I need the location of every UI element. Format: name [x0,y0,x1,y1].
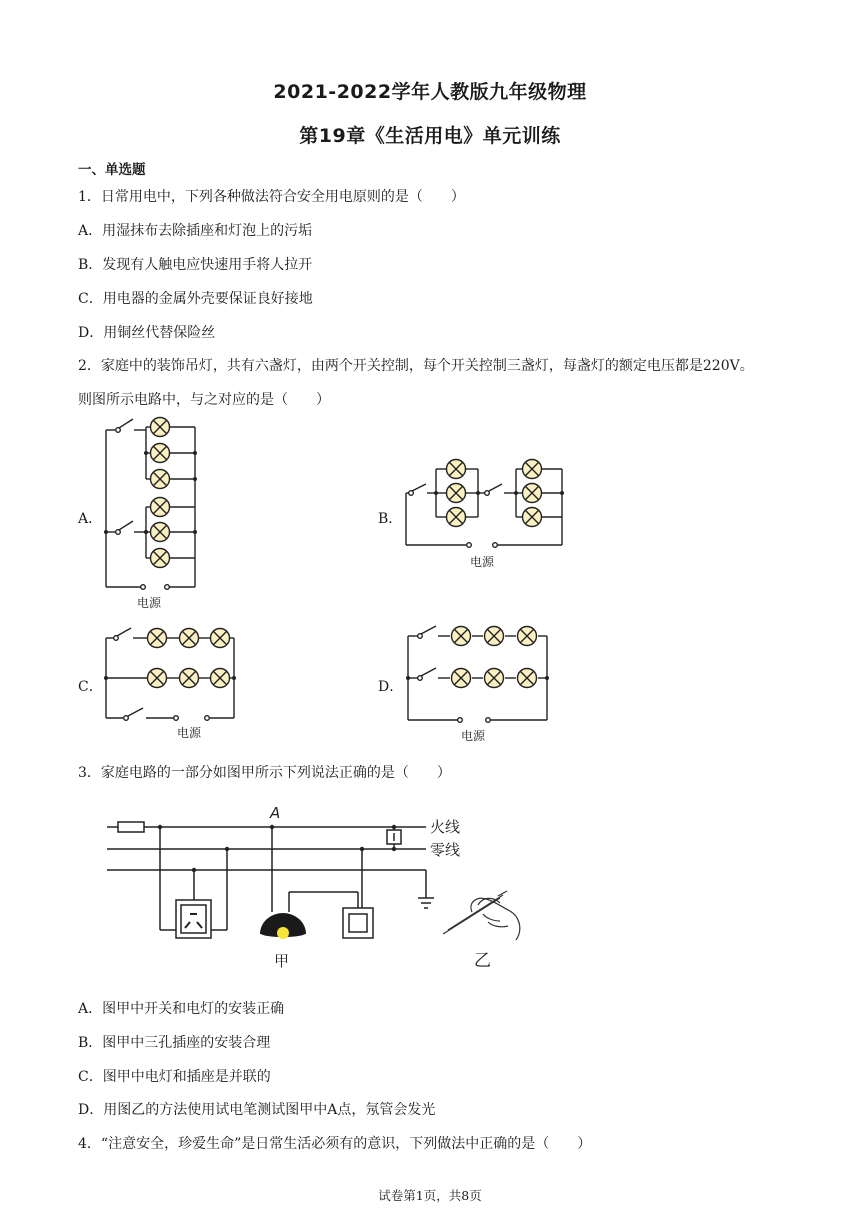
point-a-label: A [270,804,281,822]
circuit-b-power-label: 电源 [470,555,495,569]
q1-option-c: C．用电器的金属外壳要保证良好接地 [78,291,313,307]
q2-stem-line2: 则图所示电路中，与之对应的是（ ） [78,392,330,408]
figure-yi-caption: 乙 [474,951,491,971]
q3-option-c: C．图甲中电灯和插座是并联的 [78,1069,271,1085]
section-heading: 一、单选题 [78,162,146,178]
ceiling-lamp-icon [260,913,306,939]
q3-labels [269,804,491,971]
circuit-d-power-label: 电源 [461,729,486,743]
q1-stem: 1．日常用电中，下列各种做法符合安全用电原则的是（ ） [78,189,465,205]
q3-option-b: B．图甲中三孔插座的安装合理 [78,1035,271,1051]
q2-label-a: A． [78,511,103,527]
q3-option-a: A．图甲中开关和电灯的安装正确 [78,1001,285,1017]
q1-option-d: D．用铜丝代替保险丝 [78,325,216,341]
q3-stem: 3．家庭电路的一部分如图甲所示下列说法正确的是（ ） [78,765,451,781]
q2-stem-line1: 2．家庭中的装饰吊灯，共有六盏灯，由两个开关控制，每个开关控制三盏灯，每盏灯的额定电压都是220V。 [78,358,754,374]
test-pen-hand-icon [443,891,520,940]
q3-option-d: D．用图乙的方法使用试电笔测试图甲中A点，氖管会发光 [78,1102,436,1118]
q1-option-a: A．用湿抹布去除插座和灯泡上的污垢 [78,223,313,239]
figure-jia-caption: 甲 [274,952,290,970]
live-wire-label: 火线 [430,818,461,836]
fuse-icon [118,822,144,832]
circuit-a-power-label: 电源 [137,596,162,610]
q1-option-b: B．发现有人触电应快速用手将人拉开 [78,257,313,273]
circuit-c-power-label: 电源 [177,726,202,740]
q2-label-c: C． [78,679,103,695]
q2-label-b: B． [378,511,403,527]
page-footer: 试卷第1页，共8页 [378,1188,482,1203]
neutral-wire-label: 零线 [430,841,461,859]
q4-stem: 4．“注意安全，珍爱生命”是日常生活必须有的意识，下列做法中正确的是（ ） [78,1136,592,1152]
exam-title: 2021-2022学年人教版九年级物理 [273,81,587,103]
chapter-title: 第19章《生活用电》单元训练 [299,125,561,147]
q2-label-d: D． [378,679,404,695]
